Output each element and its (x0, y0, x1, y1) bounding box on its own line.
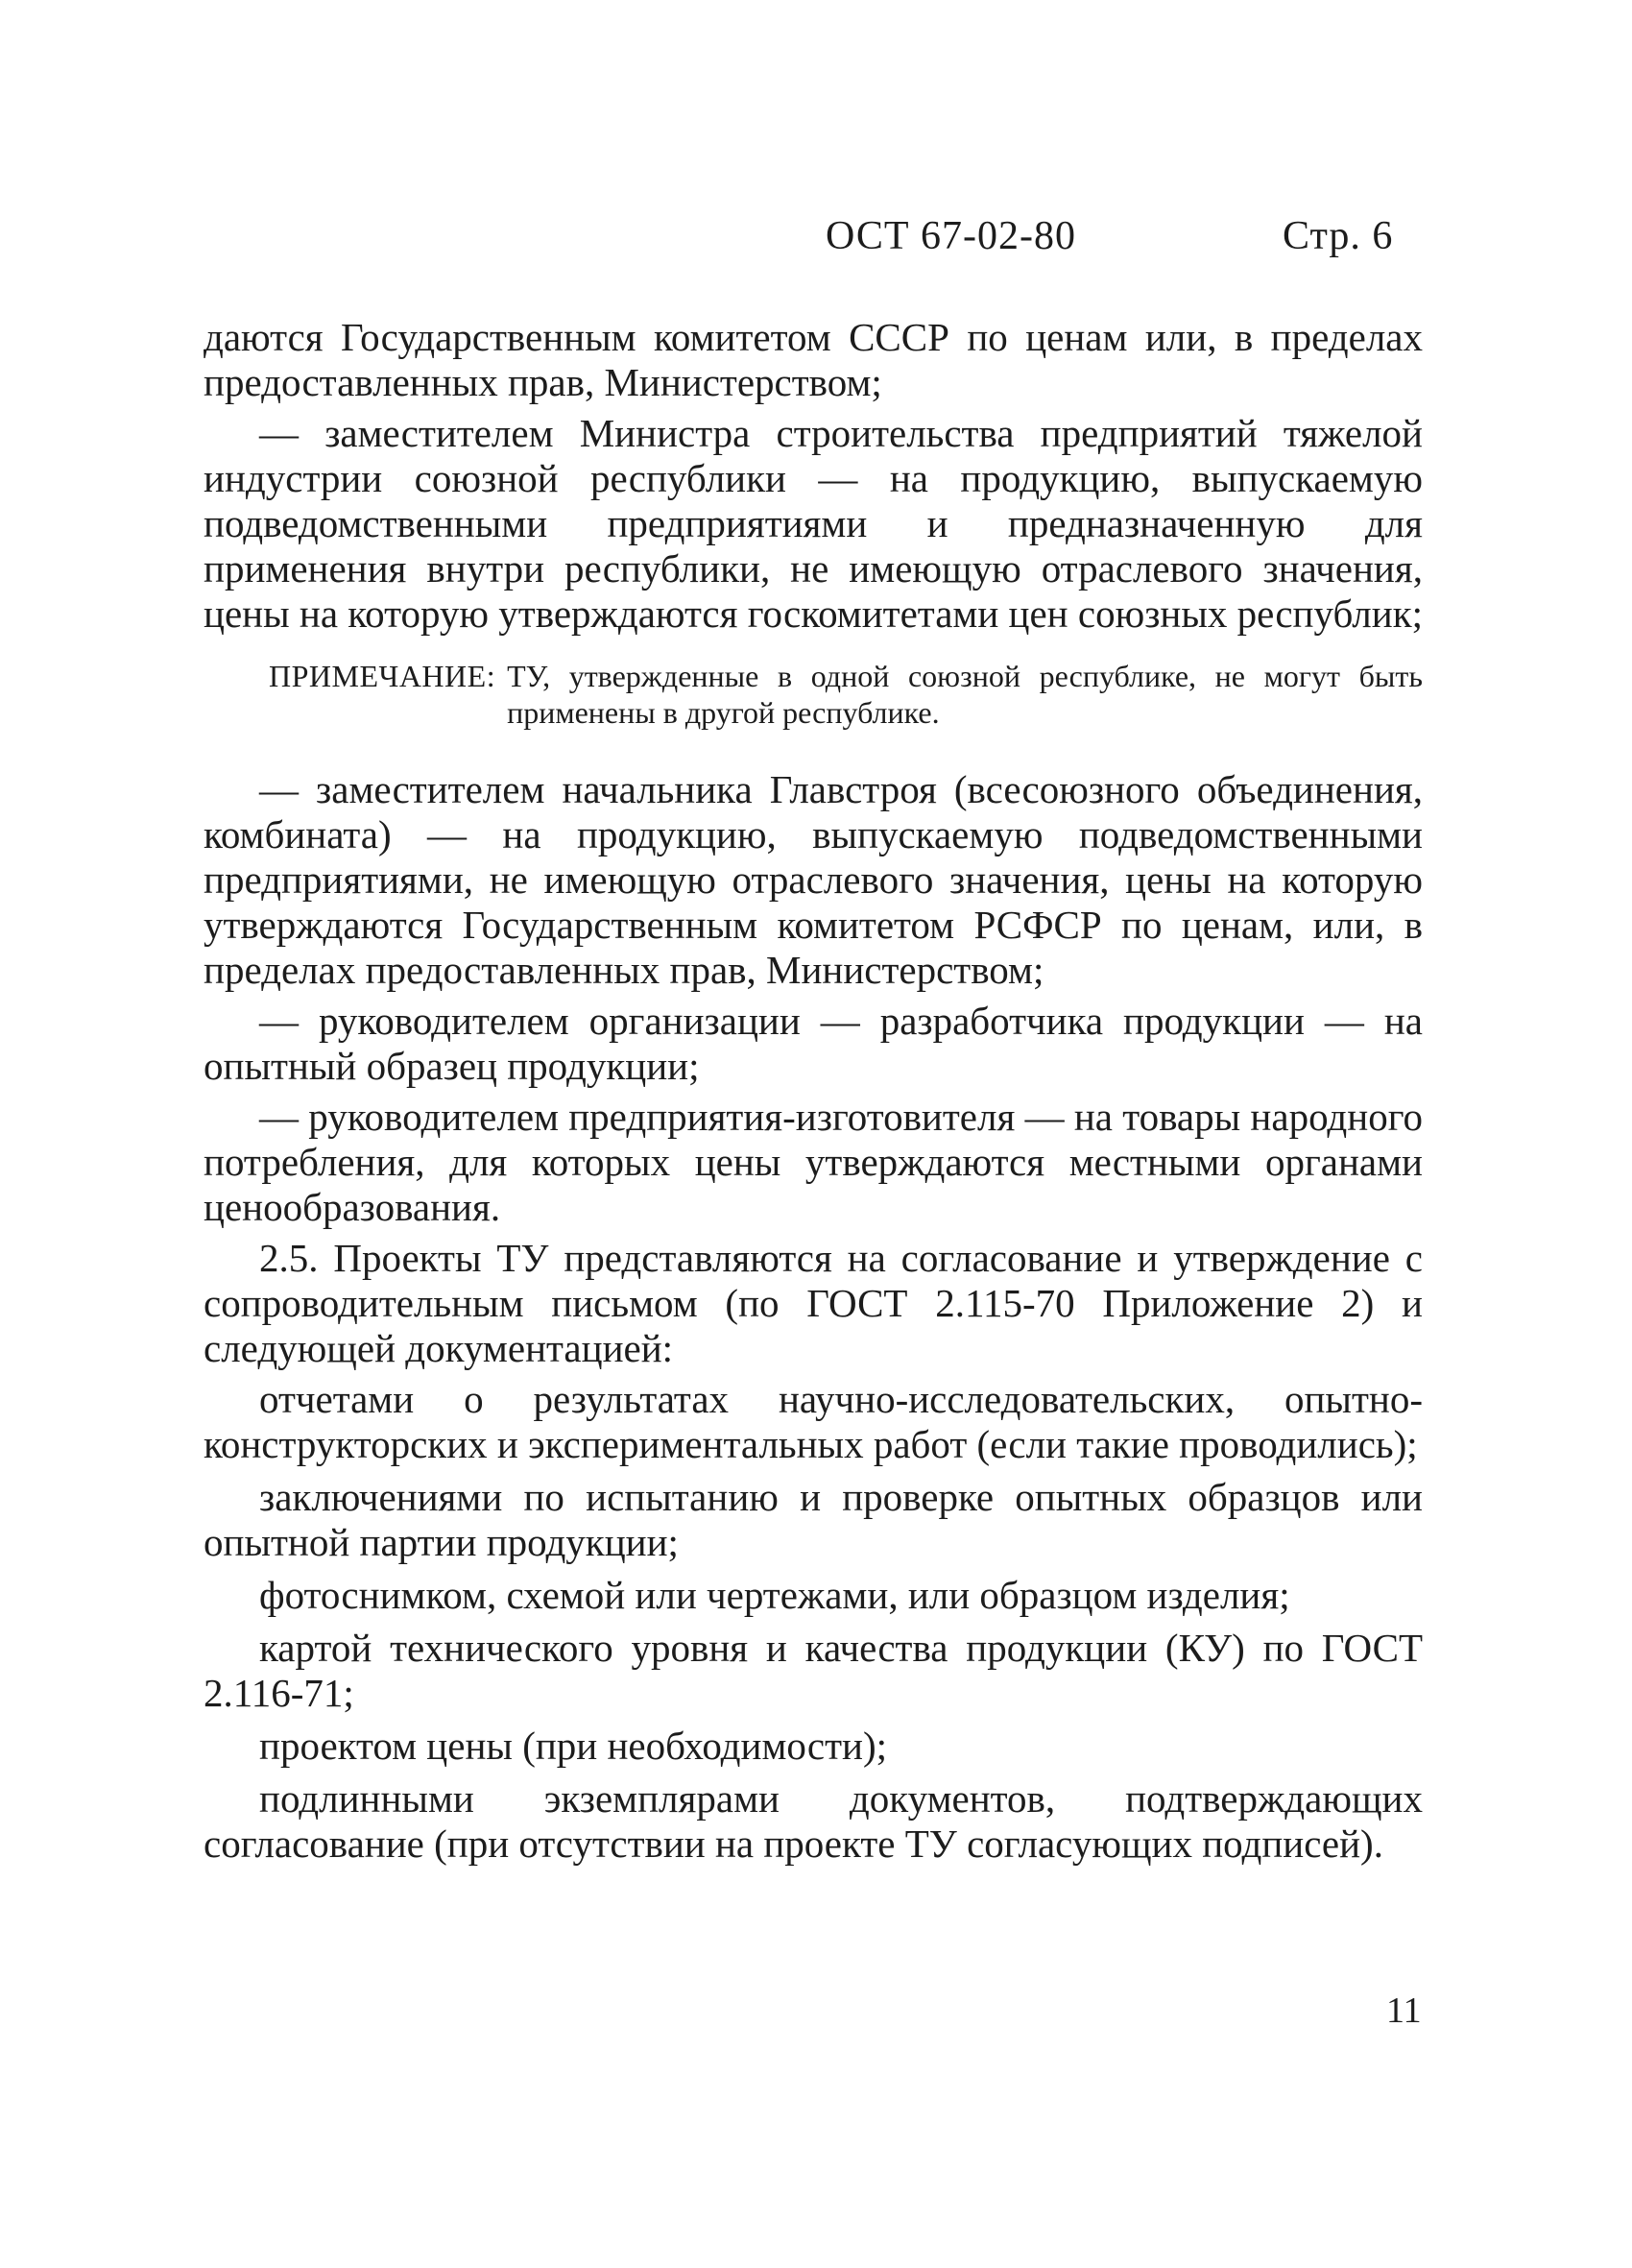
list-item: отчетами о результатах научно-исследовательских, опытно-конструкторских и экспериментальных работ (если такие проводились); (204, 1377, 1423, 1466)
note-text: ТУ, утвержденные в одной союзной республике, не могут быть применены в другой республике. (507, 659, 1423, 730)
page-number-label: Стр. 6 (1283, 214, 1394, 258)
body-text (204, 315, 1423, 1874)
paragraph-head-developer: — руководителем организации — разработчика продукции — на опытный образец продукции; (204, 999, 1423, 1088)
list-item: проектом цены (при необходимости); (259, 1724, 888, 1768)
paragraph-section-2-5: 2.5. Проекты ТУ представляются на согласование и утверждение с сопроводительным письмом (по ГОСТ 2.115-70 Приложение 2) и следующей документацией: (204, 1236, 1423, 1370)
note-block (269, 658, 1423, 731)
paragraph-continuation: даются Государственным комитетом СССР по ценам или, в пределах предоставленных прав, Министерством; (204, 315, 1423, 404)
document-code: ОСТ 67-02-80 (826, 214, 1076, 258)
paragraph-deputy-minister: — заместителем Министра строительства предприятий тяжелой индустрии союзной республики — на продукцию, выпускаемую подведомственными предприятиями и предназначенную для применения внутри республики, не имеющую отраслевого значения, цены на которую утверждаются госкомитетами цен союзных республик; (204, 411, 1423, 636)
list-item: подлинными экземплярами документов, подтверждающих согласование (при отсутствии на проекте ТУ согласующих подписей). (204, 1776, 1423, 1866)
list-item: фотоснимком, схемой или чертежами, или образцом изделия; (259, 1573, 1290, 1617)
list-item: заключениями по испытанию и проверке опытных образцов или опытной партии продукции; (204, 1475, 1423, 1564)
note-label: ПРИМЕЧАНИЕ: (269, 659, 496, 693)
list-item: картой технического уровня и качества продукции (КУ) по ГОСТ 2.116-71; (204, 1626, 1423, 1715)
page-header (0, 213, 1632, 271)
folio-number: 11 (1386, 1991, 1422, 2031)
paragraph-head-manufacturer: — руководителем предприятия-изготовителя — на товары народного потребления, для которых цены утверждаются местными органами ценообразования. (204, 1095, 1423, 1229)
paragraph-deputy-head-glavstroy: — заместителем начальника Главстроя (всесоюзного объединения, комбината) — на продукцию, выпускаемую подведомственными предприятиями, не имеющую отраслевого значения, цены на которую утверждаются Государственным комитетом РСФСР по ценам, или, в пределах предоставленных прав, Министерством; (204, 767, 1423, 992)
